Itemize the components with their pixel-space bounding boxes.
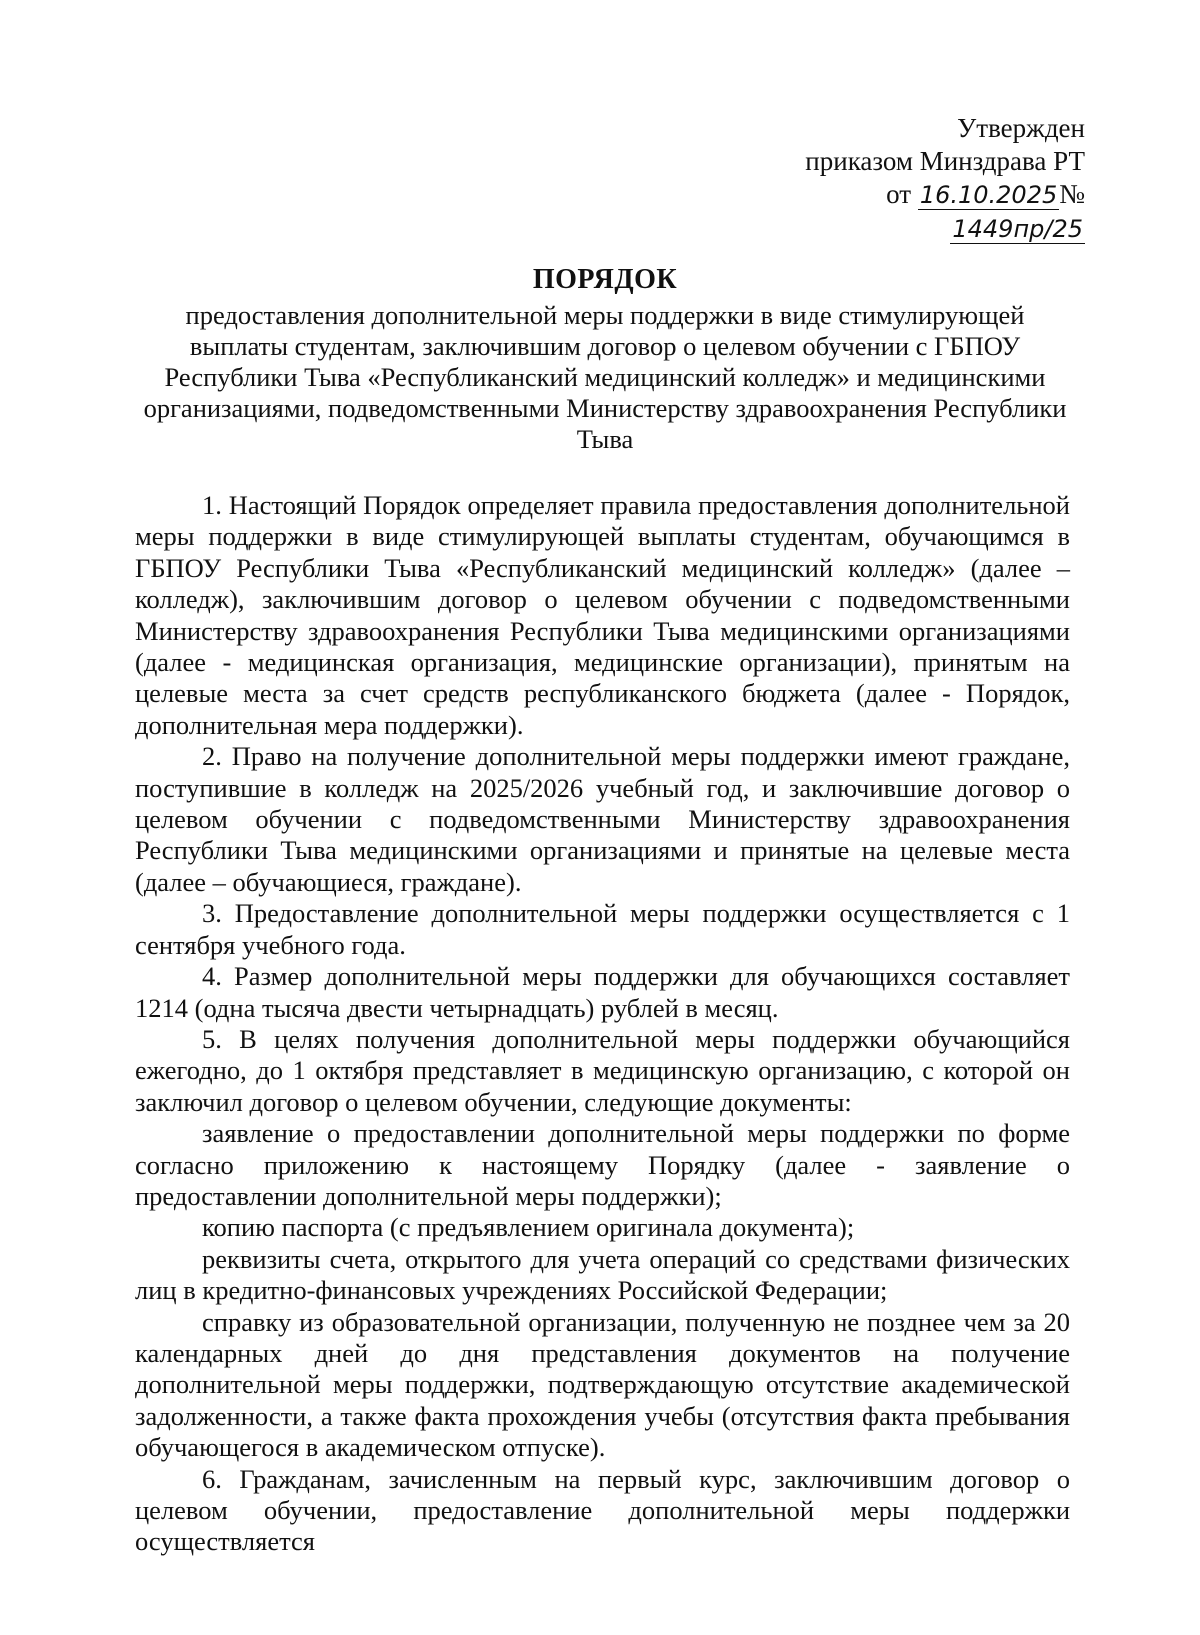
- paragraph: 6. Гражданам, зачисленным на первый курс, заключившим договор о целевом обучении, предоставление дополнительной меры поддержки осуществляется: [135, 1463, 1070, 1557]
- document-subtitle: предоставления дополнительной меры поддержки в виде стимулирующей выплаты студентам, заключившим договор о целевом обучении с ГБПОУ Республики Тыва «Республиканский медицинский колледж» и медицинскими организациями, подведомственными Министерству здравоохранения Республики Тыва: [143, 300, 1067, 454]
- title-block: [140, 262, 1070, 455]
- paragraph: 3. Предоставление дополнительной меры поддержки осуществляется с 1 сентября учебного года.: [135, 898, 1070, 960]
- paragraph: справку из образовательной организации, полученную не позднее чем за 20 календарных дней до дня представления документов на получение дополнительной меры поддержки, подтверждающую отсутствие академической задолженности, а также факта прохождения учебы (отсутствия факта пребывания обучающегося в академическом отпуске).: [135, 1306, 1070, 1463]
- approval-line-date-number: [765, 178, 1085, 246]
- paragraph: 2. Право на получение дополнительной меры поддержки имеют граждане, поступившие в колледж на 2025/2026 учебный год, и заключившие договор о целевом обучении с подведомственными Министерству здравоохранения Республики Тыва медицинскими организациями и принятые на целевые места (далее – обучающиеся, граждане).: [135, 741, 1070, 897]
- paragraph: заявление о предоставлении дополнительной меры поддержки по форме согласно приложению к настоящему Порядку (далее - заявление о предоставлении дополнительной меры поддержки);: [135, 1118, 1070, 1211]
- approval-prefix: от: [886, 179, 912, 209]
- paragraph: 1. Настоящий Порядок определяет правила предоставления дополнительной меры поддержки в виде стимулирующей выплаты студентам, обучающимся в ГБПОУ Республики Тыва «Республиканский медицинский колледж» (далее – колледж), заключившим договор о целевом обучении с подведомственными Министерству здравоохранения Республики Тыва медицинскими организациями (далее - медицинская организация, медицинские организации), принятым на целевые места за счет средств республиканского бюджета (далее - Порядок, дополнительная мера поддержки).: [135, 490, 1070, 740]
- paragraph: 4. Размер дополнительной меры поддержки для обучающихся составляет 1214 (одна тысяча двести четырнадцать) рублей в месяц.: [135, 961, 1070, 1023]
- approval-stamp-block: [765, 112, 1085, 246]
- approval-number-handwritten: 1449пр/25: [952, 215, 1083, 243]
- document-body: [135, 490, 1070, 1558]
- approval-line-approved: Утвержден: [957, 113, 1085, 143]
- approval-number-sign: №: [1059, 179, 1085, 209]
- paragraph: реквизиты счета, открытого для учета операций со средствами физических лиц в кредитно-финансовых учреждениях Российской Федерации;: [135, 1243, 1070, 1306]
- paragraph: копию паспорта (с предъявлением оригинала документа);: [202, 1212, 855, 1243]
- approval-line-order: приказом Минздрава РТ: [805, 146, 1085, 176]
- approval-date-handwritten: 16.10.2025: [919, 181, 1058, 209]
- document-title: ПОРЯДОК: [532, 264, 678, 295]
- paragraph: 5. В целях получения дополнительной меры поддержки обучающийся ежегодно, до 1 октября представляет в медицинскую организацию, с которой он заключил договор о целевом обучении, следующие документы:: [135, 1023, 1070, 1117]
